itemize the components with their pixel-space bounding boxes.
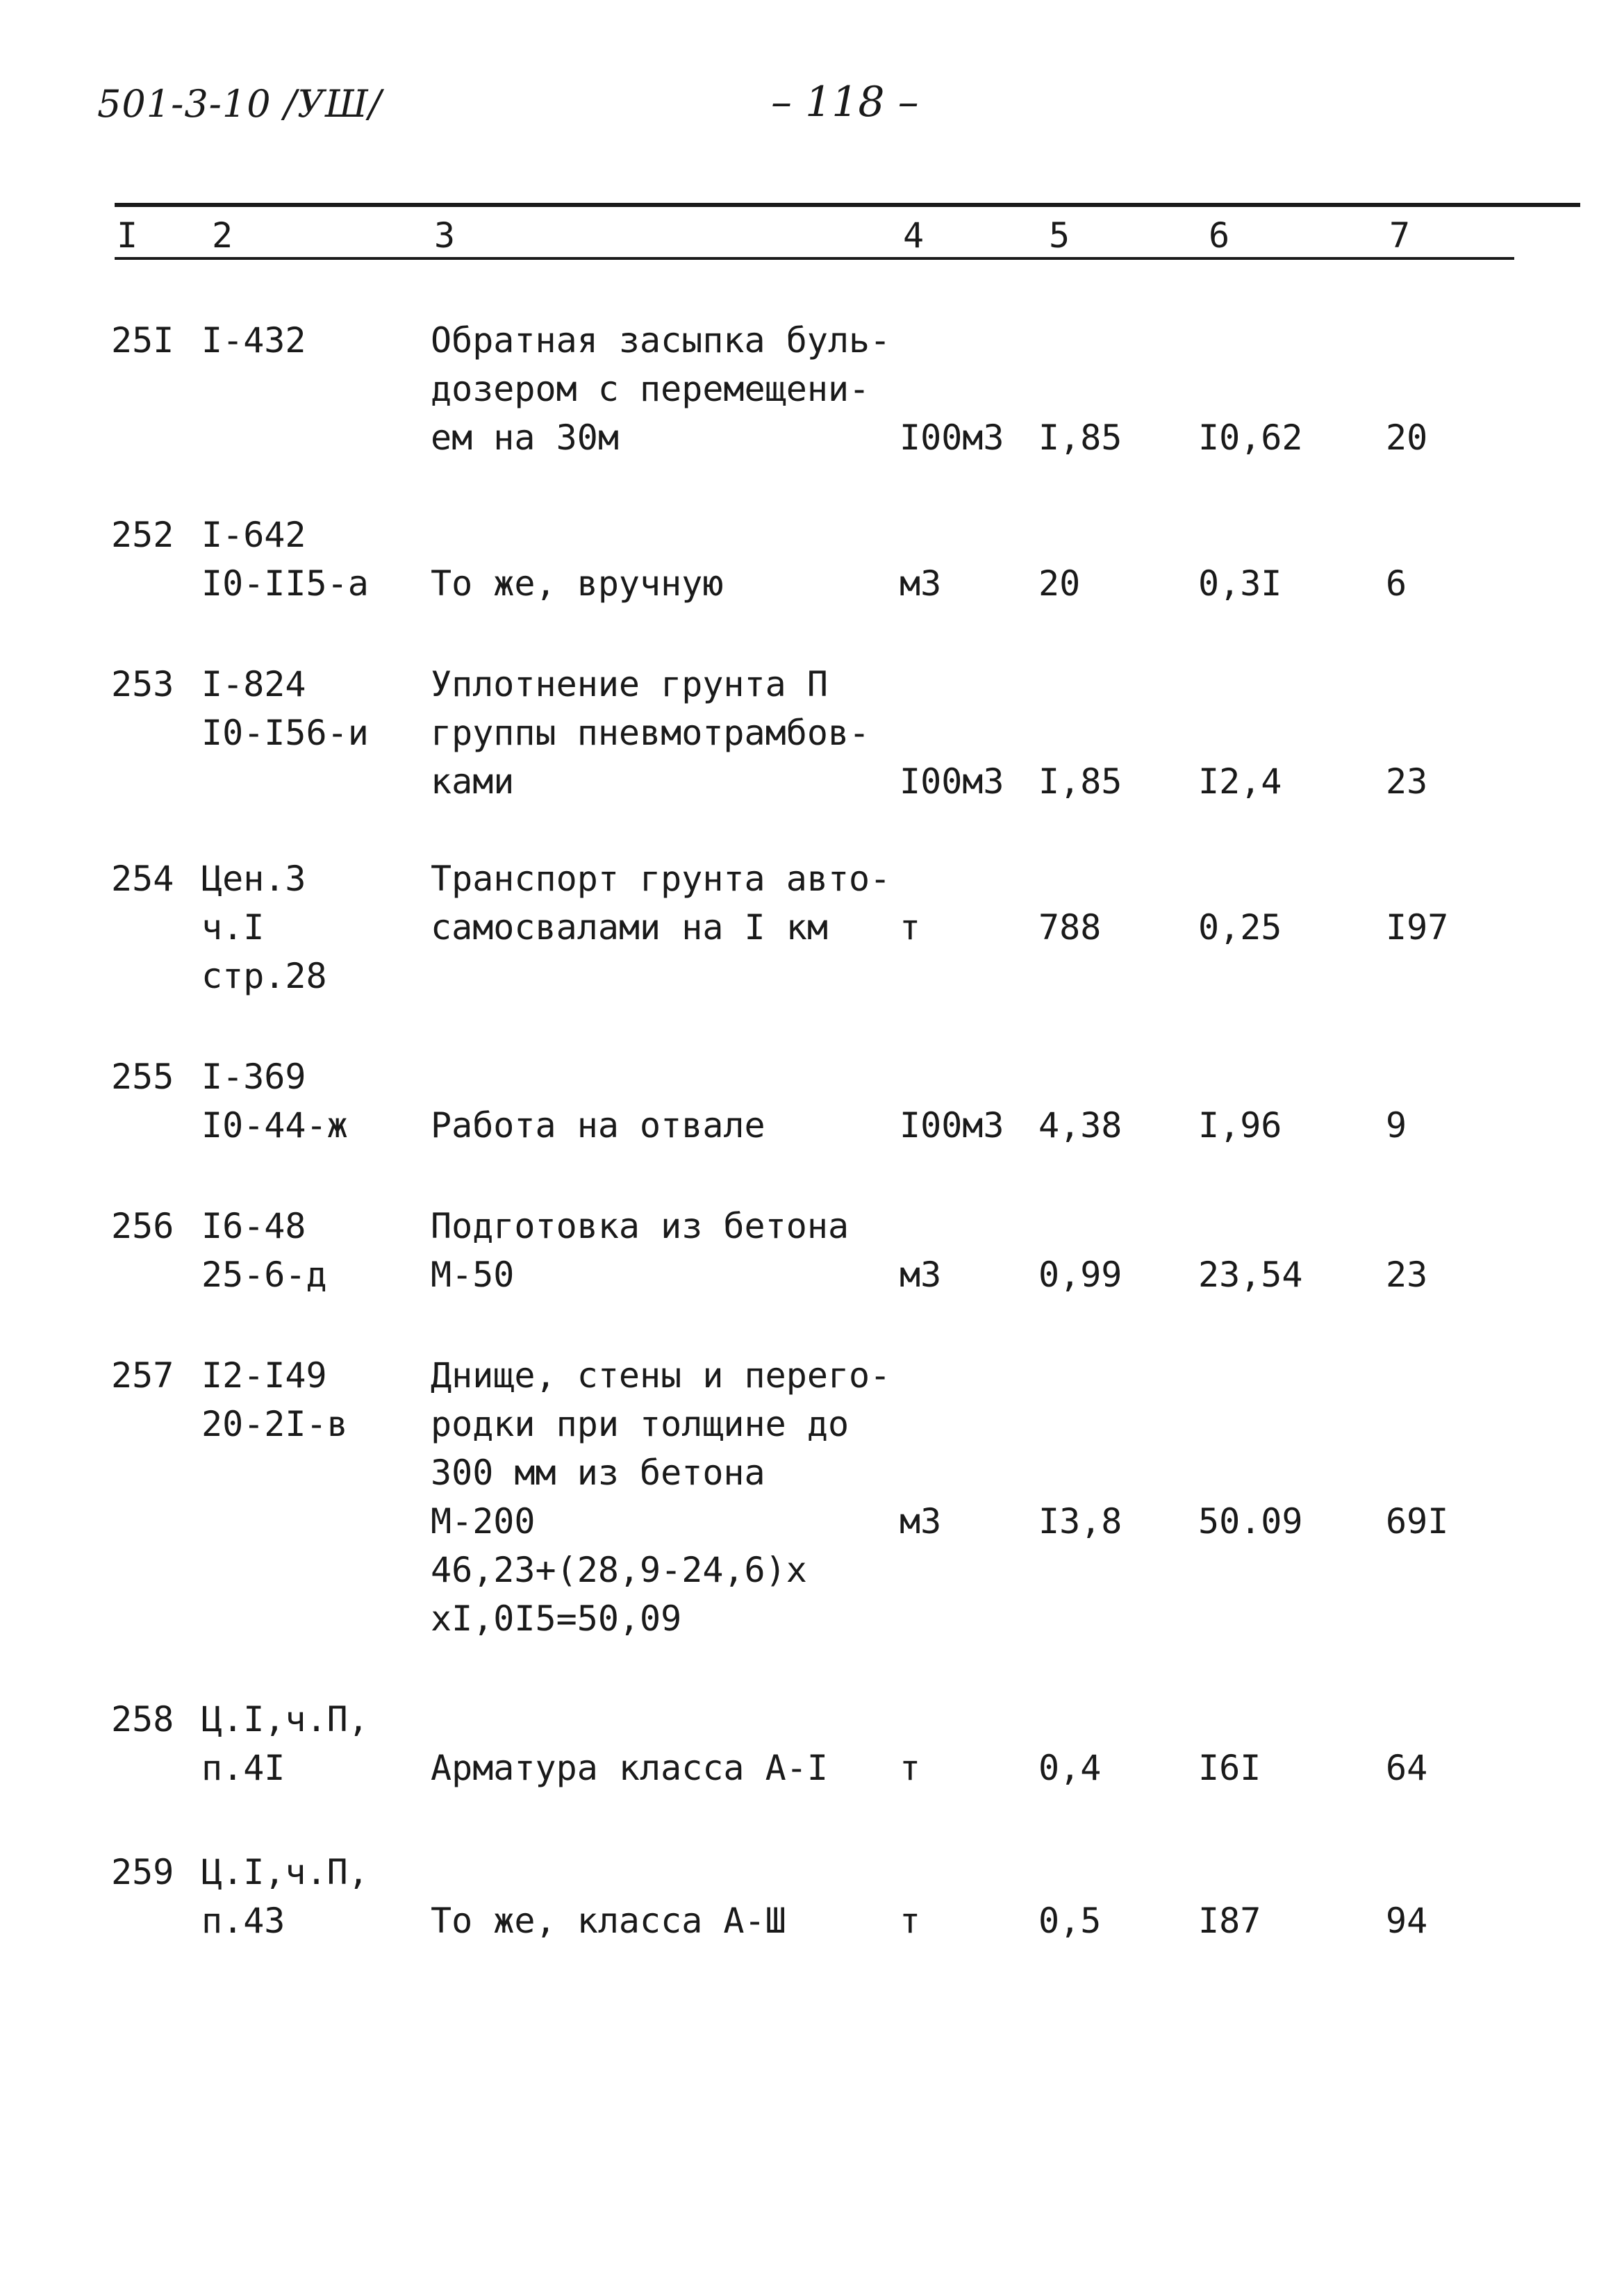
unit: I00м3 <box>900 761 1004 802</box>
page-number: – 118 – <box>771 78 919 126</box>
quantity: I,85 <box>1038 761 1122 802</box>
row-number: 252 <box>111 515 174 555</box>
unit: I00м3 <box>900 1105 1004 1146</box>
unit-price: 23,54 <box>1198 1255 1303 1295</box>
price-code: Ц.I,ч.П, п.43 <box>201 1852 369 1941</box>
unit: I00м3 <box>900 418 1004 458</box>
work-description: Подготовка из бетона М-50 <box>431 1206 850 1295</box>
work-description: Обратная засыпка буль- дозером с перемещени- ем на 30м <box>431 320 891 458</box>
quantity: 788 <box>1038 907 1102 948</box>
work-description: Транспорт грунта авто- самосвалами на I км <box>431 859 891 948</box>
row-number: 256 <box>111 1206 174 1246</box>
price-code: I6-48 25-6-д <box>201 1206 327 1295</box>
total-cost: 23 <box>1386 1255 1428 1295</box>
col-1-header: I <box>117 215 138 256</box>
row-number: 253 <box>111 664 174 704</box>
price-code: I-642 I0-II5-а <box>201 515 369 604</box>
unit-price: I0,62 <box>1198 418 1303 458</box>
unit-price: I,96 <box>1198 1105 1282 1146</box>
unit-price: 50.09 <box>1198 1501 1303 1542</box>
price-code: I2-I49 20-2I-в <box>201 1355 348 1444</box>
price-code: I-369 I0-44-ж <box>201 1057 348 1146</box>
work-description: Работа на отвале <box>431 1105 765 1146</box>
unit-price: I87 <box>1198 1901 1261 1941</box>
col-2-header: 2 <box>212 215 233 256</box>
document-code: 501-3-10 /УШ/ <box>97 82 382 126</box>
unit: т <box>900 907 921 948</box>
row-number: 258 <box>111 1699 174 1740</box>
total-cost: 20 <box>1386 418 1428 458</box>
work-description: То же, вручную <box>431 563 724 604</box>
top-rule <box>115 203 1580 207</box>
row-number: 25I <box>111 320 174 361</box>
col-7-header: 7 <box>1389 215 1411 256</box>
price-code: I-824 I0-I56-и <box>201 664 369 753</box>
row-number: 257 <box>111 1355 174 1396</box>
total-cost: 94 <box>1386 1901 1428 1941</box>
unit: т <box>900 1901 921 1941</box>
price-code: Ц.I,ч.П, п.4I <box>201 1699 369 1788</box>
total-cost: 23 <box>1386 761 1428 802</box>
quantity: 0,99 <box>1038 1255 1122 1295</box>
quantity: 0,4 <box>1038 1748 1102 1788</box>
work-description: Арматура класса А-I <box>431 1748 828 1788</box>
unit-price: I2,4 <box>1198 761 1282 802</box>
quantity: 4,38 <box>1038 1105 1122 1146</box>
work-description: Днище, стены и перего- родки при толщине до 300 мм из бетона М-200 46,23+(28,9-24,6)х хI,0I5=50,09 <box>431 1355 891 1639</box>
unit: м3 <box>900 1255 942 1295</box>
total-cost: I97 <box>1386 907 1449 948</box>
header-rule <box>115 257 1514 260</box>
row-number: 254 <box>111 859 174 899</box>
unit: м3 <box>900 1501 942 1542</box>
total-cost: 64 <box>1386 1748 1428 1788</box>
quantity: I,85 <box>1038 418 1122 458</box>
total-cost: 69I <box>1386 1501 1449 1542</box>
quantity: 20 <box>1038 563 1081 604</box>
col-4-header: 4 <box>903 215 925 256</box>
price-code: I-432 <box>201 320 306 361</box>
price-code: Цен.3 ч.I стр.28 <box>201 859 327 996</box>
quantity: I3,8 <box>1038 1501 1122 1542</box>
total-cost: 9 <box>1386 1105 1407 1146</box>
quantity: 0,5 <box>1038 1901 1102 1941</box>
unit: м3 <box>900 563 942 604</box>
col-6-header: 6 <box>1209 215 1230 256</box>
col-3-header: 3 <box>434 215 456 256</box>
work-description: Уплотнение грунта П группы пневмотрамбов- ками <box>431 664 870 802</box>
row-number: 259 <box>111 1852 174 1892</box>
unit-price: 0,3I <box>1198 563 1282 604</box>
work-description: То же, класса А-Ш <box>431 1901 786 1941</box>
total-cost: 6 <box>1386 563 1407 604</box>
col-5-header: 5 <box>1049 215 1070 256</box>
row-number: 255 <box>111 1057 174 1097</box>
unit: т <box>900 1748 921 1788</box>
unit-price: 0,25 <box>1198 907 1282 948</box>
unit-price: I6I <box>1198 1748 1261 1788</box>
